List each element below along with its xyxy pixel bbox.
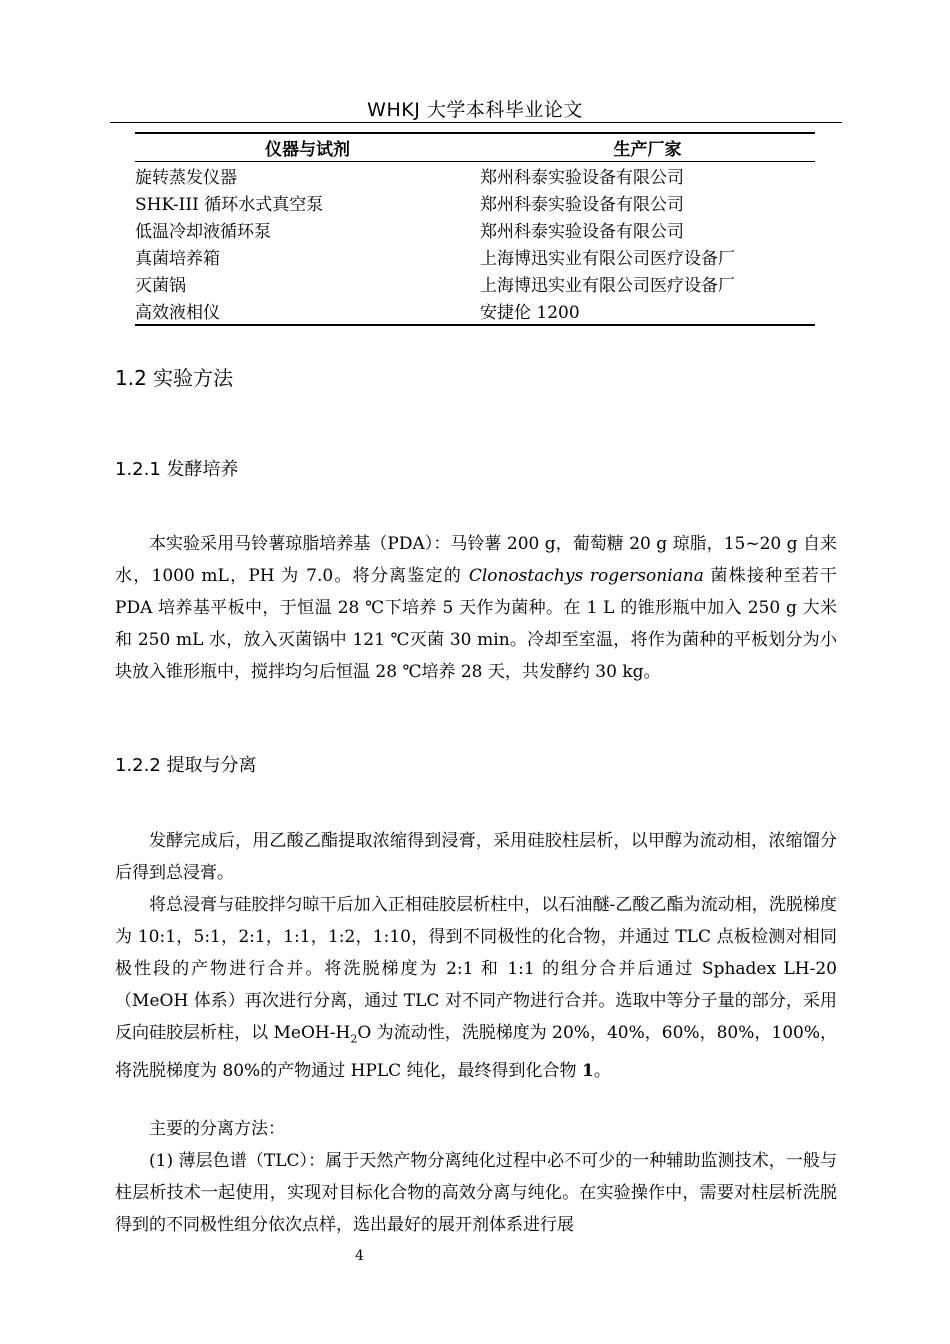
- fermentation-text-a: 本实验采用马铃薯琼脂培养基（PDA）：马铃薯 200 g，葡萄糖 20 g 琼脂，15~20 g 自来水，1000 mL，PH 为 7.0。将分离鉴定的: [115, 534, 837, 586]
- column-header-manufacturer: 生产厂家: [613, 140, 682, 160]
- column-header-instrument: 仪器与试剂: [265, 140, 350, 160]
- table-bottom-rule: [135, 324, 815, 326]
- table-row: [135, 243, 815, 270]
- instrument-cell: 灭菌锅: [135, 276, 186, 296]
- instrument-cell: 真菌培养箱: [135, 249, 220, 269]
- separation-text-a: 将总浸膏与硅胶拌匀晾干后加入正相硅胶层析柱中，以石油醚-乙酸乙酯为流动相，洗脱梯度为 10:1，5:1，2:1，1:1，1:2，1:10，得到不同极性的化合物，并通过 TLC 点板检测对相同极性段的产物进行合并。将洗脱梯度为 2:1 和 1:1 的组分合并后通过 Sphadex LH-20（MeOH 体系）再次进行分离，通过 TLC 对不同产物进行合并。选取中等分子量的部分，采用反向硅胶层析柱，以 MeOH-H: [115, 895, 837, 1043]
- compound-number: 1: [581, 1061, 594, 1082]
- fermentation-paragraph: [115, 528, 837, 688]
- running-header-title: WHKJ 大学本科毕业论文: [367, 99, 583, 121]
- table-row: [135, 270, 815, 297]
- species-name: Clonostachys rogersoniana: [468, 566, 704, 586]
- subscript-2: 2: [350, 1032, 358, 1046]
- instrument-cell: 旋转蒸发仪器: [135, 168, 237, 188]
- instrument-cell: 低温冷却液循环泵: [135, 222, 271, 242]
- separation-paragraph: [115, 889, 837, 1087]
- section-heading-1-2: 1.2 实验方法: [115, 366, 234, 390]
- instruments-table: [135, 132, 815, 326]
- section-heading-1-2-2: 1.2.2 提取与分离: [115, 755, 257, 776]
- separation-text-b: O 为流动性，洗脱梯度为 20%，40%，60%，80%，100%，将洗脱梯度为 80%的产物通过 HPLC 纯化，最终得到化合物: [115, 1023, 837, 1082]
- extraction-paragraph: 发酵完成后，用乙酸乙酯提取浓缩得到浸膏，采用硅胶柱层析，以甲醇为流动相，浓缩馏分后得到总浸膏。: [115, 831, 837, 883]
- manufacturer-cell: 上海博迅实业有限公司医疗设备厂: [480, 276, 735, 296]
- manufacturer-cell: 安捷伦 1200: [480, 303, 580, 323]
- table-row: [135, 216, 815, 243]
- manufacturer-cell: 郑州科泰实验设备有限公司: [480, 195, 684, 215]
- header-rule: [110, 122, 842, 123]
- instrument-cell: SHK-III 循环水式真空泵: [135, 195, 324, 215]
- manufacturer-cell: 上海博迅实业有限公司医疗设备厂: [480, 249, 735, 269]
- fermentation-text-b: 菌株接种至若干 PDA 培养基平板中，于恒温 28 ℃下培养 5 天作为菌种。在 1 L 的锥形瓶中加入 250 g 大米和 250 mL 水，放入灭菌锅中 121 ℃灭菌 30 min。冷却至室温，将作为菌种的平板划分为小块放入锥形瓶中，搅拌均匀后恒温 28 ℃培养 28 天，共发酵约 30 kg。: [115, 566, 837, 682]
- table-row: [135, 189, 815, 216]
- manufacturer-cell: 郑州科泰实验设备有限公司: [480, 222, 684, 242]
- section-heading-1-2-1: 1.2.1 发酵培养: [115, 459, 239, 480]
- table-row: [135, 297, 815, 324]
- table-row: [135, 162, 815, 189]
- tlc-paragraph: (1) 薄层色谱（TLC）：属于天然产物分离纯化过程中必不可少的一种辅助监测技术，一般与柱层析技术一起使用，实现对目标化合物的高效分离与纯化。在实验操作中，需要对柱层析洗脱得到的不同极性组分依次点样，选出最好的展开剂体系进行展: [115, 1151, 837, 1235]
- page-number: 4: [355, 1248, 364, 1264]
- manufacturer-cell: 郑州科泰实验设备有限公司: [480, 168, 684, 188]
- instrument-cell: 高效液相仪: [135, 303, 220, 323]
- separation-text-end: 。: [593, 1061, 611, 1082]
- table-header-row: [135, 134, 815, 161]
- methods-intro: 主要的分离方法：: [149, 1119, 285, 1139]
